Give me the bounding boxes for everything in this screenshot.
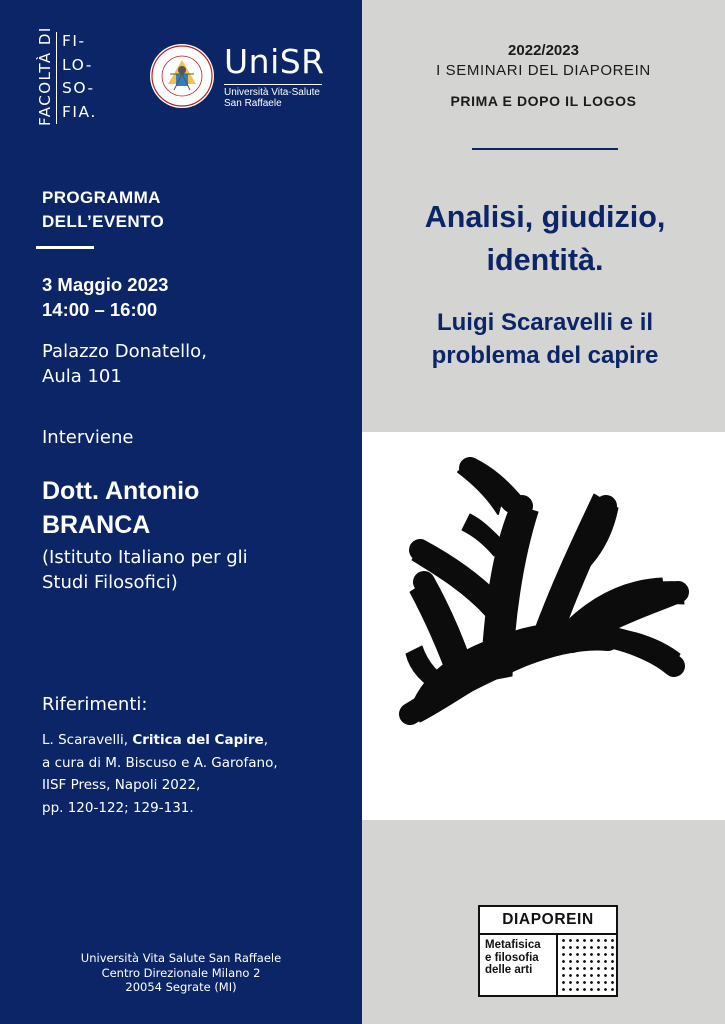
faculty-divider [56,32,57,124]
address-line: Centro Direzionale Milano 2 [101,965,261,980]
seminar-title-line: identità. [486,243,604,277]
program-heading-line: PROGRAMMA [42,188,161,207]
left-panel [0,0,362,1024]
faculty-line: FI- [62,32,86,50]
university-logo-name: UniSR [224,42,325,81]
faculty-lines [62,30,97,124]
reference-book-title: Critica del Capire [132,732,264,748]
speaker-name-line: Dott. Antonio [42,477,200,505]
references-heading: Riferimenti: [42,694,148,715]
event-time: 14:00 – 16:00 [42,299,158,320]
artwork-panel [362,432,725,820]
institution-line: Studi Filosofici) [42,572,178,593]
institution-line: (Istituto Italiano per gli [42,547,248,568]
event-location [42,339,207,389]
faculty-line: FIA. [62,102,97,121]
speaker-institution [42,545,248,595]
location-line: Aula 101 [42,366,122,387]
seminar-title [372,196,718,282]
university-subtitle-line: Università Vita-Salute [224,87,320,98]
diaporein-desc-line: Metafisica [485,939,541,951]
seminar-subtitle-line: problema del capire [431,342,659,369]
program-heading [42,186,164,234]
speaker-name [42,474,199,542]
university-logo-subtitle [224,87,320,109]
seminar-divider [472,148,618,150]
reference-punctuation: , [263,732,268,748]
diaporein-logo-name: DIAPOREIN [480,907,616,935]
diaporein-logo [478,905,618,997]
diaporein-desc-line: e filosofia [485,951,539,964]
speaker-intro: Interviene [42,427,134,448]
venue-address [0,951,362,995]
coral-silhouette-icon [362,432,725,820]
location-line: Palazzo Donatello, [42,341,207,362]
seminar-subtitle [372,306,718,372]
reference-line: IISF Press, Napoli 2022, [42,777,201,793]
seminar-cycle: PRIMA E DOPO IL LOGOS [450,93,637,109]
faculty-logo [36,26,106,130]
seminar-title-line: Analisi, giudizio, [424,200,666,234]
speaker-name-line: BRANCA [42,511,151,539]
university-seal-icon [150,44,214,108]
university-logo-divider [224,84,322,85]
seminar-subtitle-line: Luigi Scaravelli e il [436,309,654,336]
reference-line [42,729,278,752]
program-divider [36,246,94,249]
references-list [42,729,278,819]
program-heading-line: DELL’EVENTO [42,212,165,231]
diaporein-logo-description [485,939,541,977]
faculty-line: SO- [62,79,95,97]
reference-author: L. Scaravelli, [42,732,133,748]
address-line: 20054 Segrate (MI) [125,980,237,994]
reference-line: pp. 120-122; 129-131. [42,799,194,816]
diaporein-desc-line: delle arti [485,964,533,976]
reference-line: a cura di M. Biscuso e A. Garofano, [42,754,278,771]
dot-pattern-icon [556,935,616,995]
seminar-year: 2022/2023 [508,42,579,59]
faculty-line: LO- [62,55,93,74]
faculty-vertical-text: FACOLTÀ DI [36,26,54,126]
university-subtitle-line: San Raffaele [224,98,282,109]
seminar-series: I SEMINARI DEL DIAPOREIN [436,62,651,79]
address-line: Università Vita Salute San Raffaele [80,951,282,965]
event-date: 3 Maggio 2023 [42,274,169,295]
event-datetime [42,272,168,322]
